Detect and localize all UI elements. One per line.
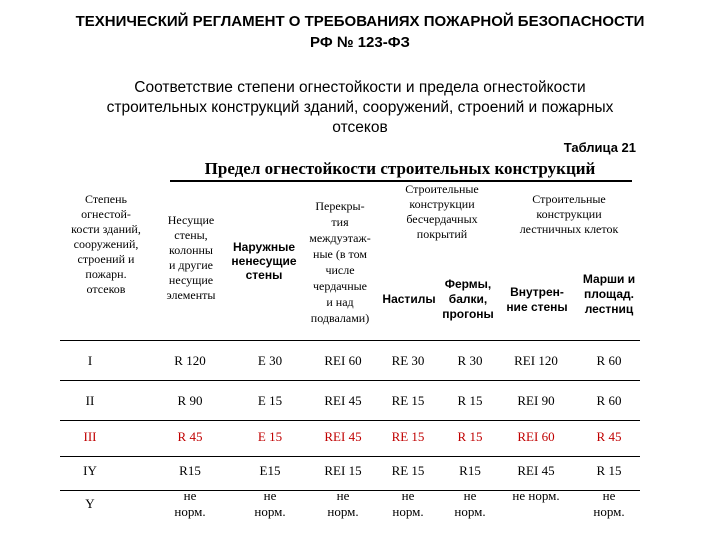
cell-degree: Y	[85, 496, 95, 511]
header-line: ные (в том	[313, 247, 367, 261]
col-header-stairs-group	[498, 192, 640, 237]
header-line: подвалами)	[310, 311, 370, 325]
header-line: числе	[325, 263, 355, 277]
cell-trusses: R 15	[457, 429, 483, 444]
table-row	[60, 462, 640, 484]
header-line: ние стены	[506, 300, 568, 314]
header-line: колонны	[169, 243, 213, 257]
header-line: Фермы,	[444, 277, 492, 291]
cell-outer: E 15	[257, 429, 283, 444]
cell-deck: RE 15	[391, 393, 425, 408]
cell-inner: REI 120	[514, 353, 558, 368]
header-line: бесчердачных	[406, 212, 478, 226]
cell-deck: RE 15	[391, 429, 425, 444]
subtitle-line1: Соответствие степени огнестойкости и предела огнестойкости	[134, 79, 586, 96]
header-line: конструкции	[409, 197, 475, 211]
cell-inner: не норм.	[512, 488, 560, 503]
cell-inner: REI 45	[517, 463, 555, 478]
cell-trusses: R 30	[457, 353, 483, 368]
col-header-stairs-inner	[500, 285, 574, 315]
col-header-degree	[60, 192, 152, 297]
subtitle-line2: строительных конструкций зданий, сооружений, строений и пожарных	[106, 99, 614, 116]
col-header-floors	[296, 198, 384, 326]
cell-outer: E 15	[257, 393, 283, 408]
row-divider	[60, 420, 640, 421]
header-line: конструкции	[536, 207, 602, 221]
header-line: строений и	[77, 252, 135, 266]
cell-degree: II	[85, 393, 95, 408]
header-line: пожарн.	[85, 267, 127, 281]
cell-flights: R 15	[596, 463, 622, 478]
header-line: Степень	[84, 192, 128, 206]
document-header-line1: ТЕХНИЧЕСКИЙ РЕГЛАМЕНТ О ТРЕБОВАНИЯХ ПОЖАРНОЙ БЕЗОПАСНОСТИ	[75, 13, 645, 30]
header-line: балки,	[448, 292, 488, 306]
cell-floors: не норм.	[327, 488, 359, 519]
cell-trusses: R 15	[457, 393, 483, 408]
header-line: огнестой-	[81, 207, 131, 221]
header-line: ненесущие	[231, 254, 297, 268]
header-line: стены,	[174, 228, 208, 242]
table-row	[60, 428, 640, 450]
header-divider	[60, 340, 640, 341]
header-line: междуэтаж-	[309, 231, 371, 245]
header-line: Строительные	[405, 182, 479, 196]
header-line: Несущие	[167, 213, 215, 227]
row-divider	[60, 380, 640, 381]
header-line: Перекры-	[315, 199, 365, 213]
cell-bearing: R 120	[174, 353, 206, 368]
header-line: чердачные	[313, 279, 367, 293]
table-row	[60, 392, 640, 414]
header-line: тия	[331, 215, 349, 229]
document-header-line2: РФ № 123-ФЗ	[310, 34, 410, 51]
col-header-stairs-flights	[566, 272, 652, 317]
cell-outer: не норм.	[254, 488, 286, 519]
header-line: кости зданий,	[71, 222, 141, 236]
cell-inner: REI 90	[517, 393, 555, 408]
cell-bearing: не норм.	[174, 488, 206, 519]
header-line: элементы	[166, 288, 216, 302]
table-row	[60, 352, 640, 374]
header-line: Внутрен-	[510, 285, 564, 299]
cell-bearing: R15	[179, 463, 201, 478]
cell-degree: I	[87, 353, 93, 368]
header-line: Наружные	[232, 240, 295, 254]
cell-deck: не норм.	[392, 488, 424, 519]
header-line: и другие	[168, 258, 214, 272]
header-line: лестничных клеток	[519, 222, 619, 236]
cell-outer: E15	[259, 463, 281, 478]
cell-inner: REI 60	[517, 429, 555, 444]
header-line: отсеков	[86, 282, 126, 296]
cell-flights: R 60	[596, 393, 622, 408]
cell-flights: не норм.	[593, 488, 625, 519]
header-line: стены	[245, 268, 283, 282]
header-line: покрытий	[416, 227, 468, 241]
header-line: лестниц	[584, 302, 634, 316]
header-line: Настилы	[382, 292, 436, 306]
header-line: Строительные	[532, 192, 606, 206]
row-divider	[60, 456, 640, 457]
table-caption: Предел огнестойкости строительных конструкций	[204, 159, 596, 178]
col-header-roof-trusses	[430, 277, 506, 322]
col-header-outer-walls	[224, 240, 304, 282]
header-line: сооружений,	[73, 237, 139, 251]
header-line: Марши и	[582, 272, 636, 286]
cell-flights: R 60	[596, 353, 622, 368]
cell-bearing: R 90	[177, 393, 203, 408]
header-line: и над	[326, 295, 354, 309]
cell-trusses: R15	[459, 463, 481, 478]
cell-bearing: R 45	[177, 429, 203, 444]
header-line: площад.	[584, 287, 634, 301]
cell-floors: REI 45	[324, 393, 362, 408]
cell-degree: III	[83, 429, 97, 444]
cell-flights: R 45	[596, 429, 622, 444]
cell-degree: IY	[83, 463, 97, 478]
cell-trusses: не норм.	[454, 488, 486, 519]
table-number: Таблица 21	[563, 140, 636, 155]
cell-floors: REI 60	[324, 353, 362, 368]
cell-floors: REI 45	[324, 429, 362, 444]
subtitle-line3: отсеков	[332, 119, 388, 136]
col-header-roof-group	[384, 182, 500, 242]
cell-outer: E 30	[257, 353, 283, 368]
cell-deck: RE 30	[391, 353, 425, 368]
cell-floors: REI 15	[324, 463, 362, 478]
col-header-bearing	[152, 213, 230, 303]
header-line: прогоны	[442, 307, 494, 321]
header-line: несущие	[168, 273, 214, 287]
table-row	[60, 488, 640, 522]
cell-deck: RE 15	[391, 463, 425, 478]
